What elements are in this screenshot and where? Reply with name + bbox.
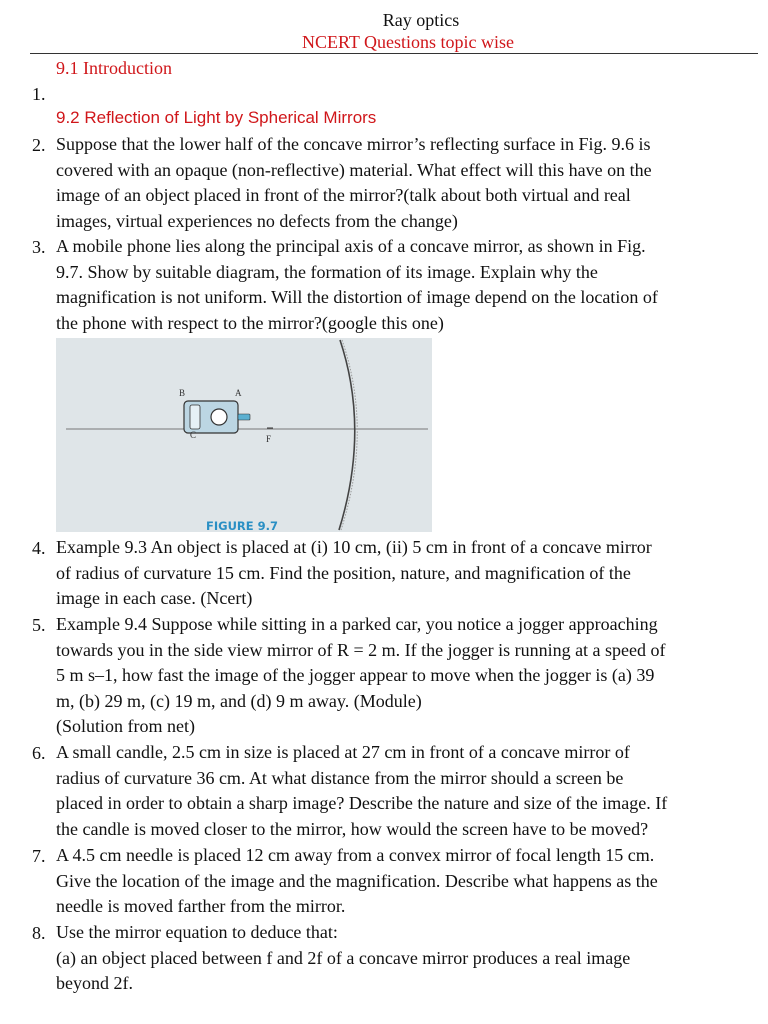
text-line: Use the mirror equation to deduce that: bbox=[56, 922, 338, 942]
section-heading-introduction: 9.1 Introduction bbox=[56, 58, 172, 78]
mirror-diagram bbox=[56, 338, 432, 532]
text-line: Example 9.3 An object is placed at (i) 10 cm, (ii) 5 cm in front of a concave mirror bbox=[56, 537, 652, 557]
label-c: C bbox=[190, 430, 197, 440]
question-6 bbox=[56, 740, 756, 842]
label-a: A bbox=[235, 388, 242, 398]
text-line: of radius of curvature 15 cm. Find the position, nature, and magnification of the bbox=[56, 562, 631, 583]
text-line: A mobile phone lies along the principal axis of a concave mirror, as shown in Fig. bbox=[56, 236, 646, 256]
question-2 bbox=[56, 132, 756, 234]
figure-9-7 bbox=[56, 338, 432, 532]
text-line: beyond 2f. bbox=[56, 973, 133, 994]
text-line: image in each case. (Ncert) bbox=[56, 588, 253, 609]
concave-mirror bbox=[339, 340, 355, 530]
text-line: (a) an object placed between f and 2f of a concave mirror produces a real image bbox=[56, 947, 631, 968]
item-number-8: 8. bbox=[32, 923, 46, 943]
question-3 bbox=[56, 234, 756, 336]
item-number-5: 5. bbox=[32, 615, 46, 635]
item-number-4: 4. bbox=[32, 538, 46, 558]
text-line: image of an object placed in front of the mirror?(talk about both virtual and real bbox=[56, 185, 631, 206]
question-4 bbox=[56, 535, 756, 612]
text-line: magnification is not uniform. Will the distortion of image depend on the location of bbox=[56, 287, 658, 308]
item-number-3: 3. bbox=[32, 237, 46, 257]
text-line: images, virtual experiences no defects from the change) bbox=[56, 210, 458, 231]
question-8 bbox=[56, 920, 756, 997]
item-number-2: 2. bbox=[32, 135, 46, 155]
text-line: (Solution from net) bbox=[56, 716, 195, 737]
question-5 bbox=[56, 612, 756, 740]
section-heading-reflection: 9.2 Reflection of Light by Spherical Mirrors bbox=[56, 108, 377, 127]
text-line: m, (b) 29 m, (c) 19 m, and (d) 9 m away. (Module) bbox=[56, 690, 422, 711]
text-line: 5 m s–1, how fast the image of the jogger appear to move when the jogger is (a) 39 bbox=[56, 665, 655, 686]
label-f: F bbox=[266, 434, 272, 444]
phone-button bbox=[238, 414, 250, 420]
text-line: covered with an opaque (non-reflective) material. What effect will this have on the bbox=[56, 159, 652, 180]
item-number-6: 6. bbox=[32, 743, 46, 763]
item-number-1: 1. bbox=[32, 84, 46, 104]
text-line: needle is moved farther from the mirror. bbox=[56, 896, 346, 917]
text-line: placed in order to obtain a sharp image? Describe the nature and size of the image. If bbox=[56, 793, 668, 814]
phone-screen bbox=[190, 405, 200, 429]
text-line: 9.7. Show by suitable diagram, the formation of its image. Explain why the bbox=[56, 261, 598, 282]
text-line: towards you in the side view mirror of R = 2 m. If the jogger is running at a speed of bbox=[56, 639, 666, 660]
text-line: A 4.5 cm needle is placed 12 cm away from a convex mirror of focal length 15 cm. bbox=[56, 845, 655, 865]
label-b: B bbox=[179, 388, 186, 398]
text-line: Give the location of the image and the magnification. Describe what happens as the bbox=[56, 870, 658, 891]
text-line: the phone with respect to the mirror?(google this one) bbox=[56, 312, 444, 333]
text-line: Example 9.4 Suppose while sitting in a parked car, you notice a jogger approaching bbox=[56, 614, 658, 634]
question-7 bbox=[56, 843, 756, 920]
figure-caption: FIGURE 9.7 bbox=[206, 519, 278, 532]
text-line: A small candle, 2.5 cm in size is placed at 27 cm in front of a concave mirror of bbox=[56, 742, 630, 762]
phone-camera-icon bbox=[211, 409, 227, 425]
text-line: radius of curvature 36 cm. At what distance from the mirror should a screen be bbox=[56, 767, 624, 788]
document-title: Ray optics bbox=[382, 10, 460, 30]
text-line: the candle is moved closer to the mirror, how would the screen have to be moved? bbox=[56, 818, 649, 839]
header-divider bbox=[30, 53, 758, 54]
document-subtitle: NCERT Questions topic wise bbox=[301, 32, 515, 52]
text-line: Suppose that the lower half of the concave mirror’s reflecting surface in Fig. 9.6 is bbox=[56, 134, 651, 154]
item-number-7: 7. bbox=[32, 846, 46, 866]
